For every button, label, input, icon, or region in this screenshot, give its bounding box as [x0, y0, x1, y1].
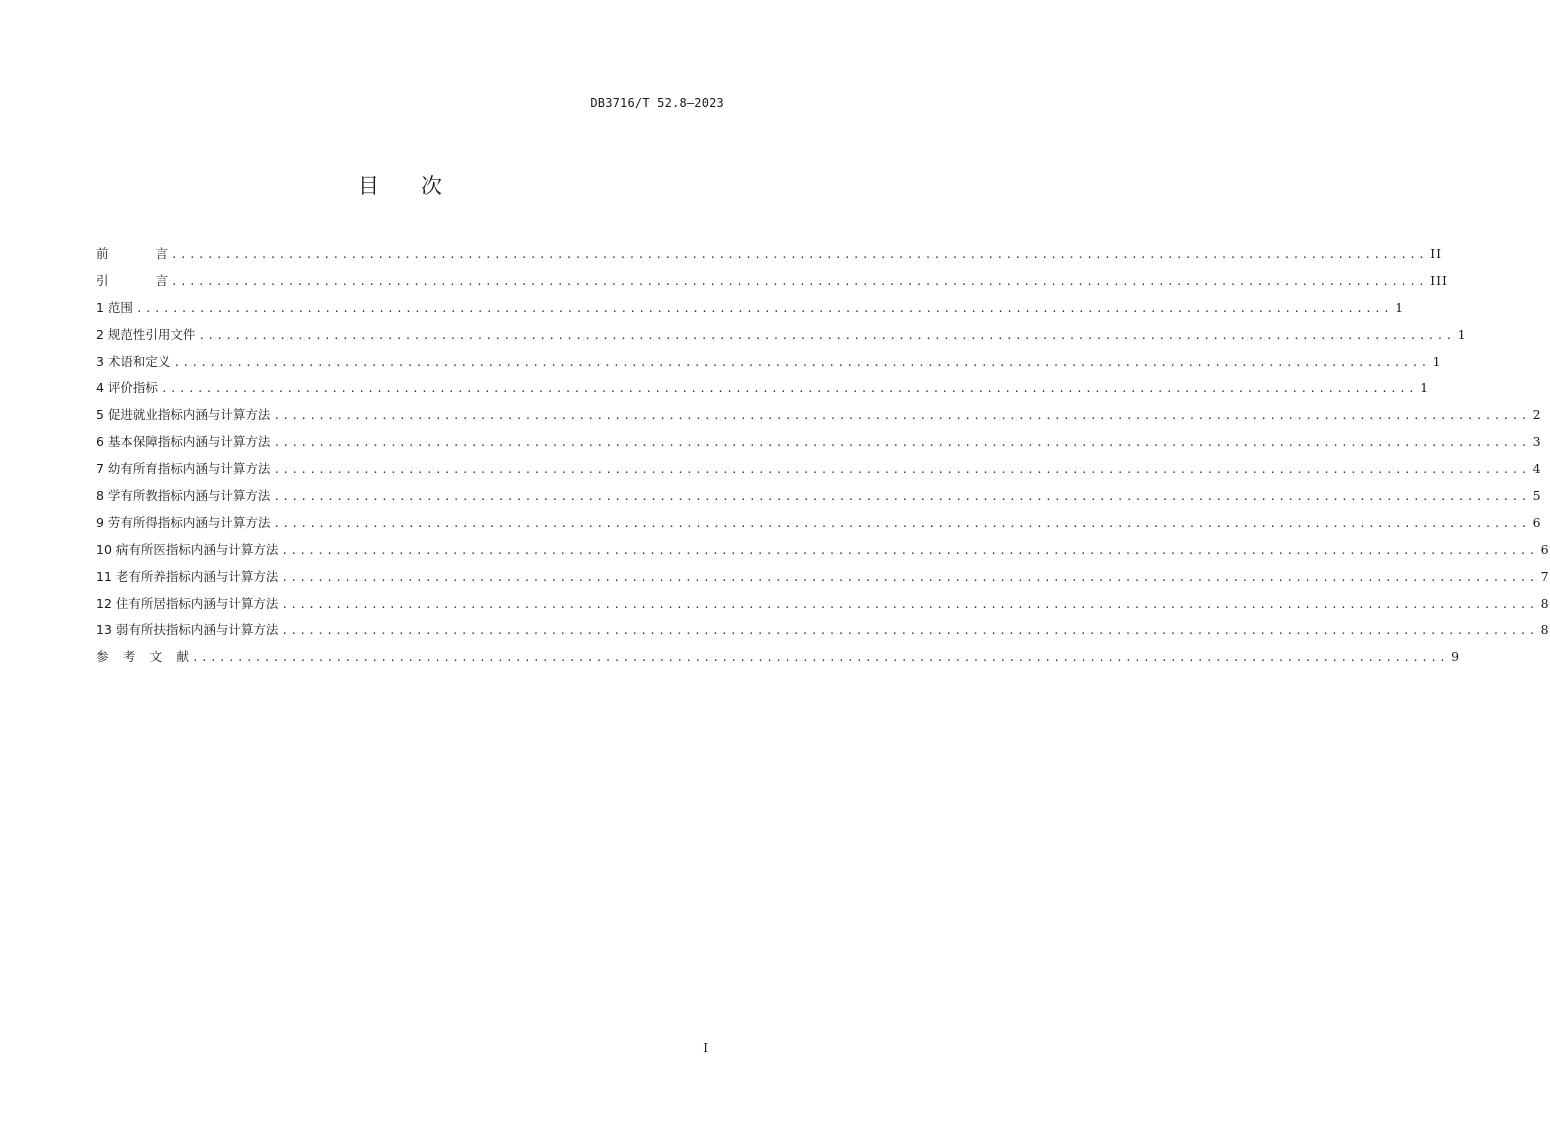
toc-entry-label-char: 献: [176, 649, 189, 665]
toc-leader-dots: ............................................................................................................................................: [273, 516, 1530, 530]
toc-entry-page: 7: [1540, 568, 1550, 584]
toc-entry[interactable]: [96, 620, 1550, 647]
toc-entry-label: 9 劳有所得指标内涵与计算方法: [96, 514, 271, 530]
toc-entry-label-char: 言: [155, 272, 168, 288]
toc-entry-page: 8: [1540, 595, 1550, 611]
toc-entry-label: 4 评价指标: [96, 380, 158, 396]
toc-entry[interactable]: [96, 244, 1443, 271]
toc-leader-dots: ............................................................................................................................................: [281, 624, 1538, 638]
toc-entry[interactable]: [96, 271, 1448, 298]
toc-entry-page: 3: [1532, 434, 1542, 450]
toc-entry-label: 7 幼有所育指标内涵与计算方法: [96, 461, 271, 477]
table-of-contents: [96, 244, 1550, 674]
toc-entry-page: 2: [1532, 407, 1542, 423]
toc-entry-page: II: [1430, 246, 1443, 261]
toc-entry[interactable]: [96, 325, 1467, 352]
toc-entry-label-char: 参: [96, 649, 109, 665]
toc-entry-label-char: 引: [96, 272, 109, 288]
toc-entry-label: 3 术语和定义: [96, 353, 171, 369]
toc-leader-dots: ............................................................................................................................................: [160, 382, 1418, 396]
toc-entry-label: 11 老有所养指标内涵与计算方法: [96, 568, 279, 584]
toc-entry-label: 8 学有所教指标内涵与计算方法: [96, 488, 271, 504]
toc-entry-page: 9: [1451, 649, 1461, 665]
toc-entry-label-char: 考: [122, 649, 136, 665]
toc-leader-dots: ............................................................................................................................................: [198, 328, 1455, 342]
toc-entry-label: [96, 647, 189, 665]
toc-entry-label-char: 文: [149, 649, 163, 665]
toc-leader-dots: ............................................................................................................................................: [171, 248, 1428, 261]
toc-entry[interactable]: [96, 513, 1542, 540]
toc-entry[interactable]: [96, 486, 1542, 513]
toc-leader-dots: ............................................................................................................................................: [273, 436, 1530, 450]
toc-entry-page: 6: [1540, 541, 1550, 557]
toc-entry-label-char: 前: [96, 246, 109, 261]
toc-leader-dots: ............................................................................................................................................: [273, 490, 1530, 504]
toc-entry[interactable]: [96, 540, 1550, 567]
toc-entry-page: 4: [1532, 461, 1542, 477]
toc-entry[interactable]: [96, 647, 1461, 674]
toc-entry-label: 5 促进就业指标内涵与计算方法: [96, 407, 271, 423]
toc-entry-label: 10 病有所医指标内涵与计算方法: [96, 541, 279, 557]
toc-entry-page: 1: [1457, 326, 1467, 342]
toc-entry-page: 1: [1432, 353, 1442, 369]
toc-leader-dots: ............................................................................................................................................: [173, 355, 1430, 369]
toc-leader-dots: ............................................................................................................................................: [135, 301, 1393, 315]
toc-entry[interactable]: [96, 405, 1542, 432]
page-number: I: [703, 1041, 708, 1055]
toc-entry[interactable]: [96, 459, 1542, 486]
toc-leader-dots: ............................................................................................................................................: [281, 570, 1538, 584]
toc-entry-label: 2 规范性引用文件: [96, 326, 196, 342]
toc-entry-page: 8: [1540, 622, 1550, 638]
toc-leader-dots: ............................................................................................................................................: [281, 597, 1538, 611]
toc-entry-page: 1: [1420, 380, 1430, 396]
toc-entry-label-char: 言: [155, 246, 168, 261]
toc-entry[interactable]: [96, 378, 1430, 405]
toc-entry[interactable]: [96, 432, 1542, 459]
toc-entry-label: 1 范围: [96, 299, 133, 315]
toc-entry-page: 6: [1532, 514, 1542, 530]
toc-entry[interactable]: [96, 352, 1442, 379]
toc-entry-label: 12 住有所居指标内涵与计算方法: [96, 595, 279, 611]
document-code: DB3716/T 52.8—2023: [590, 96, 724, 110]
toc-entry-page: 5: [1532, 488, 1542, 504]
toc-entry-label: [96, 244, 168, 262]
toc-entry-page: III: [1430, 272, 1448, 288]
toc-leader-dots: ............................................................................................................................................: [192, 651, 1449, 665]
toc-entry[interactable]: [96, 594, 1550, 621]
toc-entry[interactable]: [96, 298, 1405, 325]
toc-leader-dots: ............................................................................................................................................: [171, 274, 1428, 288]
toc-entry-label: 13 弱有所扶指标内涵与计算方法: [96, 622, 279, 638]
toc-leader-dots: ............................................................................................................................................: [273, 463, 1530, 477]
toc-leader-dots: ............................................................................................................................................: [281, 543, 1538, 557]
toc-entry[interactable]: [96, 567, 1550, 594]
toc-leader-dots: ............................................................................................................................................: [273, 409, 1530, 423]
toc-entry-page: 1: [1395, 299, 1405, 315]
toc-entry-label: 6 基本保障指标内涵与计算方法: [96, 434, 271, 450]
page-title: 目次: [358, 174, 484, 198]
toc-entry-label: [96, 271, 168, 289]
